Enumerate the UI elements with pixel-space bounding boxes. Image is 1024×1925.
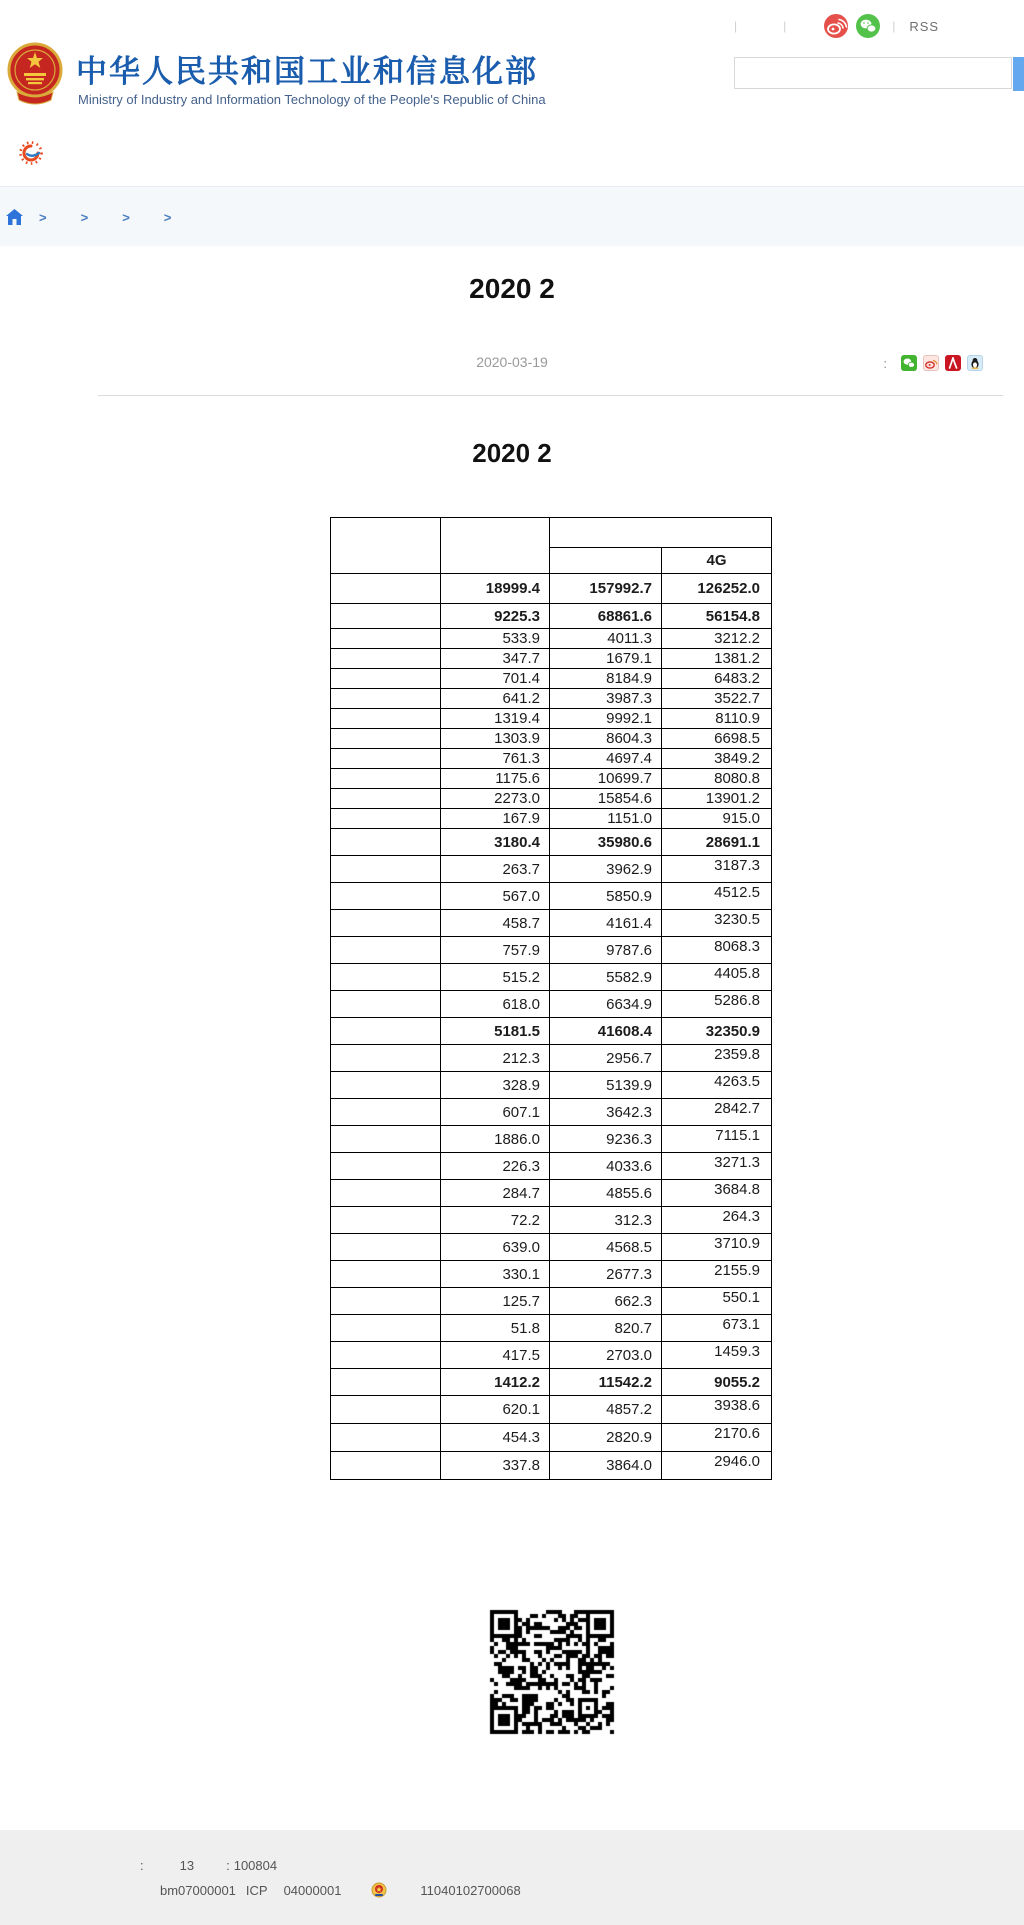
breadcrumb-separator: >	[80, 209, 89, 225]
value-cell: 4512.5	[662, 883, 772, 910]
table-row	[331, 1342, 772, 1369]
ministry-title: 中华人民共和国工业和信息化部	[76, 54, 538, 89]
value-cell: 9992.1	[550, 709, 662, 729]
value-cell: 8604.3	[550, 729, 662, 749]
police-badge-icon	[371, 1882, 387, 1898]
miit-gear-logo-icon	[18, 139, 45, 172]
region-cell	[331, 964, 441, 991]
page-title: 2020 2	[469, 273, 555, 304]
value-cell: 2956.7	[550, 1045, 662, 1072]
table-row	[331, 1207, 772, 1234]
icp-number: 04000001	[283, 1882, 342, 1898]
value-cell: 3684.8	[662, 1180, 772, 1207]
table-row	[331, 937, 772, 964]
value-cell: 51.8	[441, 1315, 550, 1342]
table-row	[331, 883, 772, 910]
breadcrumb-separator: >	[122, 209, 130, 225]
table-row	[331, 769, 772, 789]
value-cell: 2703.0	[550, 1342, 662, 1369]
postcode: 100804	[233, 1858, 278, 1873]
table-row	[331, 709, 772, 729]
article-meta	[0, 354, 1024, 374]
value-cell: 18999.4	[441, 574, 550, 604]
table-row	[331, 1369, 772, 1396]
table-row	[331, 1018, 772, 1045]
header-col34-group	[550, 518, 772, 548]
table-row	[331, 1099, 772, 1126]
nav-bar	[0, 115, 1024, 186]
value-cell: 9225.3	[441, 604, 550, 629]
value-cell: 1886.0	[441, 1126, 550, 1153]
share-qq-icon[interactable]	[967, 355, 983, 371]
table-row	[331, 910, 772, 937]
value-cell: 35980.6	[550, 829, 662, 856]
value-cell: 9787.6	[550, 937, 662, 964]
region-cell	[331, 1207, 441, 1234]
value-cell: 2820.9	[550, 1424, 662, 1452]
divider: |	[734, 19, 738, 33]
value-cell: 915.0	[662, 809, 772, 829]
table-row	[331, 964, 772, 991]
value-cell: 32350.9	[662, 1018, 772, 1045]
table-row	[331, 1261, 772, 1288]
value-cell: 264.3	[662, 1207, 772, 1234]
utility-link-2[interactable]	[743, 18, 777, 34]
table-row	[331, 856, 772, 883]
value-cell: 157992.7	[550, 574, 662, 604]
breadcrumb-item-3[interactable]	[138, 210, 148, 224]
national-emblem	[7, 40, 63, 106]
value-cell: 56154.8	[662, 604, 772, 629]
breadcrumb-separator: >	[39, 209, 47, 225]
search-button[interactable]	[1013, 57, 1024, 91]
value-cell: 458.7	[441, 910, 550, 937]
table-row	[331, 649, 772, 669]
region-cell	[331, 1099, 441, 1126]
home-icon[interactable]	[6, 209, 23, 225]
ministry-subtitle: Ministry of Industry and Information Technology of the People's Republic of China	[78, 92, 546, 107]
region-cell	[331, 649, 441, 669]
region-cell	[331, 1153, 441, 1180]
region-cell	[331, 749, 441, 769]
region-cell	[331, 709, 441, 729]
value-cell: 2359.8	[662, 1045, 772, 1072]
value-cell: 6698.5	[662, 729, 772, 749]
value-cell: 1319.4	[441, 709, 550, 729]
region-cell	[331, 789, 441, 809]
header-region	[331, 518, 441, 574]
value-cell: 567.0	[441, 883, 550, 910]
breadcrumb	[0, 186, 1024, 246]
value-cell: 1381.2	[662, 649, 772, 669]
region-cell	[331, 1342, 441, 1369]
region-cell	[331, 1452, 441, 1480]
region-cell	[331, 1424, 441, 1452]
table-row	[331, 829, 772, 856]
rss-link[interactable]: RSS	[909, 18, 940, 34]
value-cell: 639.0	[441, 1234, 550, 1261]
region-cell	[331, 629, 441, 649]
share-people-icon[interactable]	[945, 355, 961, 371]
value-cell: 3522.7	[662, 689, 772, 709]
region-cell	[331, 1369, 441, 1396]
utility-bar	[698, 14, 939, 38]
value-cell: 6634.9	[550, 991, 662, 1018]
region-cell	[331, 1261, 441, 1288]
region-cell	[331, 1018, 441, 1045]
value-cell: 1175.6	[441, 769, 550, 789]
address-colon: :	[140, 1858, 144, 1873]
value-cell: 5139.9	[550, 1072, 662, 1099]
value-cell: 1679.1	[550, 649, 662, 669]
header-col3	[550, 548, 662, 574]
value-cell: 11542.2	[550, 1369, 662, 1396]
value-cell: 4855.6	[550, 1180, 662, 1207]
value-cell: 337.8	[441, 1452, 550, 1480]
value-cell: 72.2	[441, 1207, 550, 1234]
value-cell: 263.7	[441, 856, 550, 883]
value-cell: 3212.2	[662, 629, 772, 649]
value-cell: 5181.5	[441, 1018, 550, 1045]
value-cell: 9236.3	[550, 1126, 662, 1153]
value-cell: 226.3	[441, 1153, 550, 1180]
value-cell: 3849.2	[662, 749, 772, 769]
value-cell: 618.0	[441, 991, 550, 1018]
value-cell: 4011.3	[550, 629, 662, 649]
header-col2	[441, 518, 550, 574]
region-cell	[331, 1180, 441, 1207]
value-cell: 2842.7	[662, 1099, 772, 1126]
value-cell: 757.9	[441, 937, 550, 964]
value-cell: 533.9	[441, 629, 550, 649]
section-title: 2020 2	[472, 438, 552, 468]
region-cell	[331, 729, 441, 749]
value-cell: 9055.2	[662, 1369, 772, 1396]
region-cell	[331, 1072, 441, 1099]
table-row	[331, 629, 772, 649]
value-cell: 284.7	[441, 1180, 550, 1207]
region-cell	[331, 604, 441, 629]
value-cell: 8080.8	[662, 769, 772, 789]
value-cell: 7115.1	[662, 1126, 772, 1153]
value-cell: 8184.9	[550, 669, 662, 689]
value-cell: 3187.3	[662, 856, 772, 883]
value-cell: 6483.2	[662, 669, 772, 689]
region-cell	[331, 769, 441, 789]
divider-line	[98, 395, 1003, 396]
value-cell: 607.1	[441, 1099, 550, 1126]
value-cell: 2677.3	[550, 1261, 662, 1288]
region-cell	[331, 1126, 441, 1153]
value-cell: 68861.6	[550, 604, 662, 629]
footer-address-line	[0, 1830, 1024, 1873]
value-cell: 761.3	[441, 749, 550, 769]
value-cell: 2155.9	[662, 1261, 772, 1288]
footer-registration-line	[0, 1873, 1024, 1898]
breadcrumb-item-2[interactable]	[96, 210, 106, 224]
table-row	[331, 1180, 772, 1207]
header-4g: 4G	[662, 548, 772, 574]
table-row	[331, 669, 772, 689]
value-cell: 515.2	[441, 964, 550, 991]
search-input[interactable]	[734, 57, 1012, 89]
value-cell: 10699.7	[550, 769, 662, 789]
value-cell: 2170.6	[662, 1424, 772, 1452]
value-cell: 1459.3	[662, 1342, 772, 1369]
table-row	[331, 574, 772, 604]
region-cell	[331, 1288, 441, 1315]
value-cell: 5286.8	[662, 991, 772, 1018]
value-cell: 3938.6	[662, 1396, 772, 1424]
value-cell: 41608.4	[550, 1018, 662, 1045]
address-number: 13	[179, 1858, 195, 1873]
share-wechat-icon[interactable]	[901, 355, 917, 371]
region-cell	[331, 574, 441, 604]
value-cell: 15854.6	[550, 789, 662, 809]
value-cell: 820.7	[550, 1315, 662, 1342]
value-cell: 28691.1	[662, 829, 772, 856]
value-cell: 3642.3	[550, 1099, 662, 1126]
share-label: :	[883, 355, 887, 371]
breadcrumb-item-4[interactable]	[179, 210, 189, 224]
value-cell: 4697.4	[550, 749, 662, 769]
region-cell	[331, 669, 441, 689]
table-row	[331, 1424, 772, 1452]
value-cell: 5582.9	[550, 964, 662, 991]
value-cell: 701.4	[441, 669, 550, 689]
table-row	[331, 1072, 772, 1099]
value-cell: 5850.9	[550, 883, 662, 910]
region-cell	[331, 689, 441, 709]
divider: |	[892, 19, 896, 33]
table-row	[331, 1452, 772, 1480]
region-cell	[331, 809, 441, 829]
statistics-table	[330, 517, 772, 1480]
value-cell: 4405.8	[662, 964, 772, 991]
value-cell: 347.7	[441, 649, 550, 669]
police-number: 11040102700068	[420, 1882, 521, 1898]
table-row	[331, 749, 772, 769]
value-cell: 13901.2	[662, 789, 772, 809]
value-cell: 4857.2	[550, 1396, 662, 1424]
table-row	[331, 689, 772, 709]
share-weibo-icon[interactable]	[923, 355, 939, 371]
region-cell	[331, 1396, 441, 1424]
value-cell: 550.1	[662, 1288, 772, 1315]
breadcrumb-item-1[interactable]	[55, 210, 65, 224]
region-cell	[331, 883, 441, 910]
value-cell: 3710.9	[662, 1234, 772, 1261]
region-cell	[331, 991, 441, 1018]
share-bar	[883, 355, 983, 371]
region-cell	[331, 910, 441, 937]
value-cell: 1303.9	[441, 729, 550, 749]
table-row	[331, 1234, 772, 1261]
region-cell	[331, 856, 441, 883]
value-cell: 3962.9	[550, 856, 662, 883]
divider: |	[783, 19, 787, 33]
value-cell: 1412.2	[441, 1369, 550, 1396]
value-cell: 1151.0	[550, 809, 662, 829]
value-cell: 662.3	[550, 1288, 662, 1315]
table-row	[331, 809, 772, 829]
table-row	[331, 1126, 772, 1153]
region-cell	[331, 1234, 441, 1261]
value-cell: 4263.5	[662, 1072, 772, 1099]
value-cell: 167.9	[441, 809, 550, 829]
value-cell: 328.9	[441, 1072, 550, 1099]
value-cell: 4033.6	[550, 1153, 662, 1180]
value-cell: 641.2	[441, 689, 550, 709]
value-cell: 4568.5	[550, 1234, 662, 1261]
wechat-icon[interactable]	[856, 14, 880, 38]
table-row	[331, 1288, 772, 1315]
region-cell	[331, 937, 441, 964]
table-row	[331, 1045, 772, 1072]
page-header	[0, 0, 1024, 246]
site-code: bm07000001	[160, 1882, 236, 1898]
table-row	[331, 789, 772, 809]
icp-label: ICP	[245, 1882, 268, 1898]
value-cell: 4161.4	[550, 910, 662, 937]
table-row	[331, 604, 772, 629]
region-cell	[331, 1315, 441, 1342]
utility-link-3[interactable]	[792, 18, 818, 34]
utility-link-1[interactable]	[698, 18, 730, 34]
table-header-row	[331, 518, 772, 548]
value-cell: 673.1	[662, 1315, 772, 1342]
value-cell: 620.1	[441, 1396, 550, 1424]
table-row	[331, 1396, 772, 1424]
region-cell	[331, 829, 441, 856]
value-cell: 3230.5	[662, 910, 772, 937]
value-cell: 3864.0	[550, 1452, 662, 1480]
table-row	[331, 991, 772, 1018]
region-cell	[331, 1045, 441, 1072]
value-cell: 2946.0	[662, 1452, 772, 1480]
value-cell: 212.3	[441, 1045, 550, 1072]
page-footer	[0, 1830, 1024, 1925]
breadcrumb-separator: >	[163, 209, 172, 225]
table-row	[331, 1315, 772, 1342]
value-cell: 125.7	[441, 1288, 550, 1315]
weibo-icon[interactable]	[824, 14, 848, 38]
table-row	[331, 1153, 772, 1180]
value-cell: 8068.3	[662, 937, 772, 964]
value-cell: 3271.3	[662, 1153, 772, 1180]
value-cell: 3180.4	[441, 829, 550, 856]
value-cell: 454.3	[441, 1424, 550, 1452]
publish-date: 2020-03-19	[476, 354, 548, 370]
value-cell: 330.1	[441, 1261, 550, 1288]
value-cell: 312.3	[550, 1207, 662, 1234]
table-row	[331, 729, 772, 749]
qr-code	[482, 1602, 622, 1742]
value-cell: 8110.9	[662, 709, 772, 729]
value-cell: 126252.0	[662, 574, 772, 604]
value-cell: 2273.0	[441, 789, 550, 809]
value-cell: 417.5	[441, 1342, 550, 1369]
postcode-colon: :	[226, 1858, 230, 1873]
value-cell: 3987.3	[550, 689, 662, 709]
